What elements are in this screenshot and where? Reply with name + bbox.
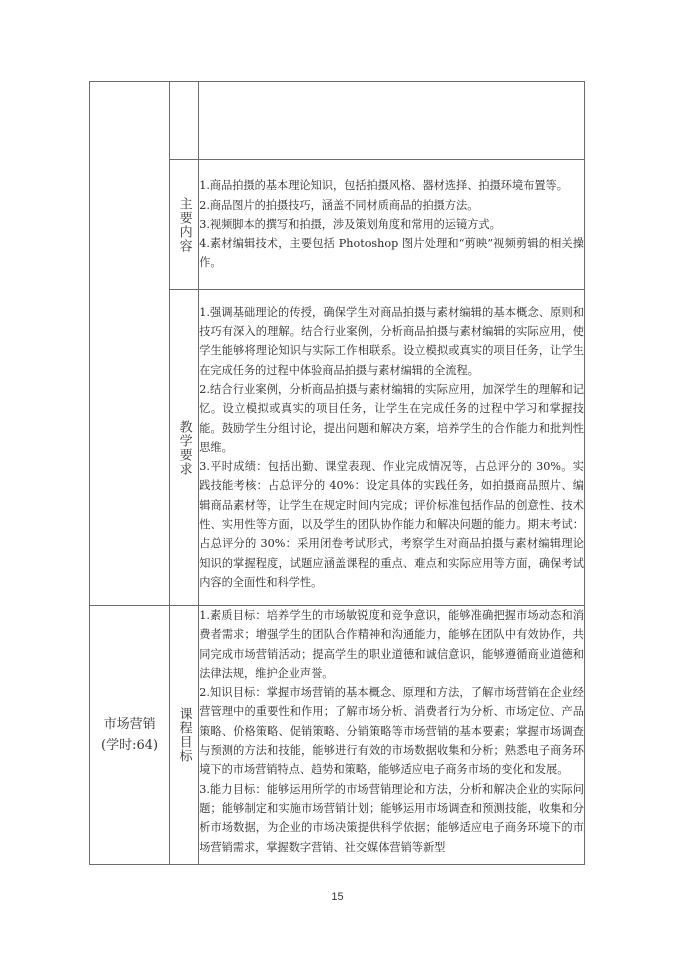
content-item: 2.结合行业案例，分析商品拍摄与素材编辑的实际应用，加深学生的理解和记忆。设立模拟或真实的项目任务，让学生在完成任务的过程中学习和掌握技能。鼓励学生分组讨论，提出问题和解决方案，培养学生的合作能力和批判性思维。 <box>199 382 584 454</box>
label-cell <box>170 160 199 290</box>
course-hours: (学时:64) <box>101 738 159 753</box>
content-item: 3.视频脚本的撰写和拍摄，涉及策划角度和常用的运镜方式。 <box>199 217 501 231</box>
row-label-main-content: 主要内容 <box>176 196 192 253</box>
content-item: 3.平时成绩：包括出勤、课堂表现、作业完成情况等，占总评分的 30%。实践技能考核：占总评分的 40%：设定具体的实践任务，如拍摄商品照片、编辑商品素材等，让学生在规定时间内完成；评价标准包括作品的创意性、技术性、实用性等方面，以及学生的团队协作能力和解决问题的能力。期末考试：占总评分的 30%：采用闭卷考试形式，考察学生对商品拍摄与素材编辑理论知识的掌握程度，试题应涵盖课程的重点、难点和实际应用等方面，确保考试内容的全面性和科学性。 <box>199 460 584 589</box>
content-cell <box>199 606 585 865</box>
content-item: 4.素材编辑技术，主要包括 Photoshop 图片处理和“剪映”视频剪辑的相关操作。 <box>199 237 584 270</box>
row-label-course-objectives: 课程目标 <box>176 707 192 763</box>
page-number: 15 <box>331 891 344 903</box>
course-cell-marketing <box>90 606 170 865</box>
content-item: 3.能力目标：能够运用所学的市场营销理论和方法，分析和解决企业的实际问题；能够制定和实施市场营销计划；能够运用市场调查和预测技能，收集和分析市场数据，为企业的市场决策提供科学依据；能够适应电子商务环境下的市场营销需求，掌握数字营销、社交媒体营销等新型 <box>199 782 584 854</box>
table-row-course-objectives <box>90 606 585 865</box>
course-cell-previous <box>90 82 170 606</box>
label-cell-empty <box>170 82 199 160</box>
content-item: 1.素质目标：培养学生的市场敏锐度和竞争意识，能够准确把握市场动态和消费者需求；增强学生的团队合作精神和沟通能力，能够在团队中有效协作，共同完成市场营销活动；提高学生的职业道德和诚信意识，能够遵循商业道德和法律法规，维护企业声誉。 <box>199 609 584 680</box>
content-cell-empty <box>199 82 585 160</box>
content-cell <box>199 290 585 606</box>
row-label-teaching-requirements: 教学要求 <box>176 419 192 476</box>
content-item: 1.商品拍摄的基本理论知识，包括拍摄风格、器材选择、拍摄环境布置等。 <box>199 179 568 193</box>
label-cell <box>170 606 199 865</box>
course-table <box>89 81 585 865</box>
label-cell <box>170 290 199 606</box>
content-item: 1.强调基础理论的传授，确保学生对商品拍摄与素材编辑的基本概念、原则和技巧有深入的理解。结合行业案例，分析商品拍摄与素材编辑的实际应用，使学生能够将理论知识与实际工作相联系。设立模拟或真实的项目任务，让学生在完成任务的过程中体验商品拍摄与素材编辑的全流程。 <box>199 305 584 377</box>
content-item: 2.商品图片的拍摄技巧，涵盖不同材质商品的拍摄方法。 <box>199 198 479 212</box>
course-name: 市场营销 <box>103 717 156 732</box>
table-row-continuation <box>90 82 585 160</box>
content-cell <box>199 160 585 290</box>
content-item: 2.知识目标：掌握市场营销的基本概念、原理和方法，了解市场营销在企业经营管理中的重要性和作用；了解市场分析、消费者行为分析、市场定位、产品策略、价格策略、促销策略、分销策略等市场营销的基本要素；掌握市场调查与预测的方法和技能，能够进行有效的市场数据收集和分析；熟悉电子商务环境下的市场营销特点、趋势和策略，能够适应电子商务市场的变化和发展。 <box>199 686 584 777</box>
